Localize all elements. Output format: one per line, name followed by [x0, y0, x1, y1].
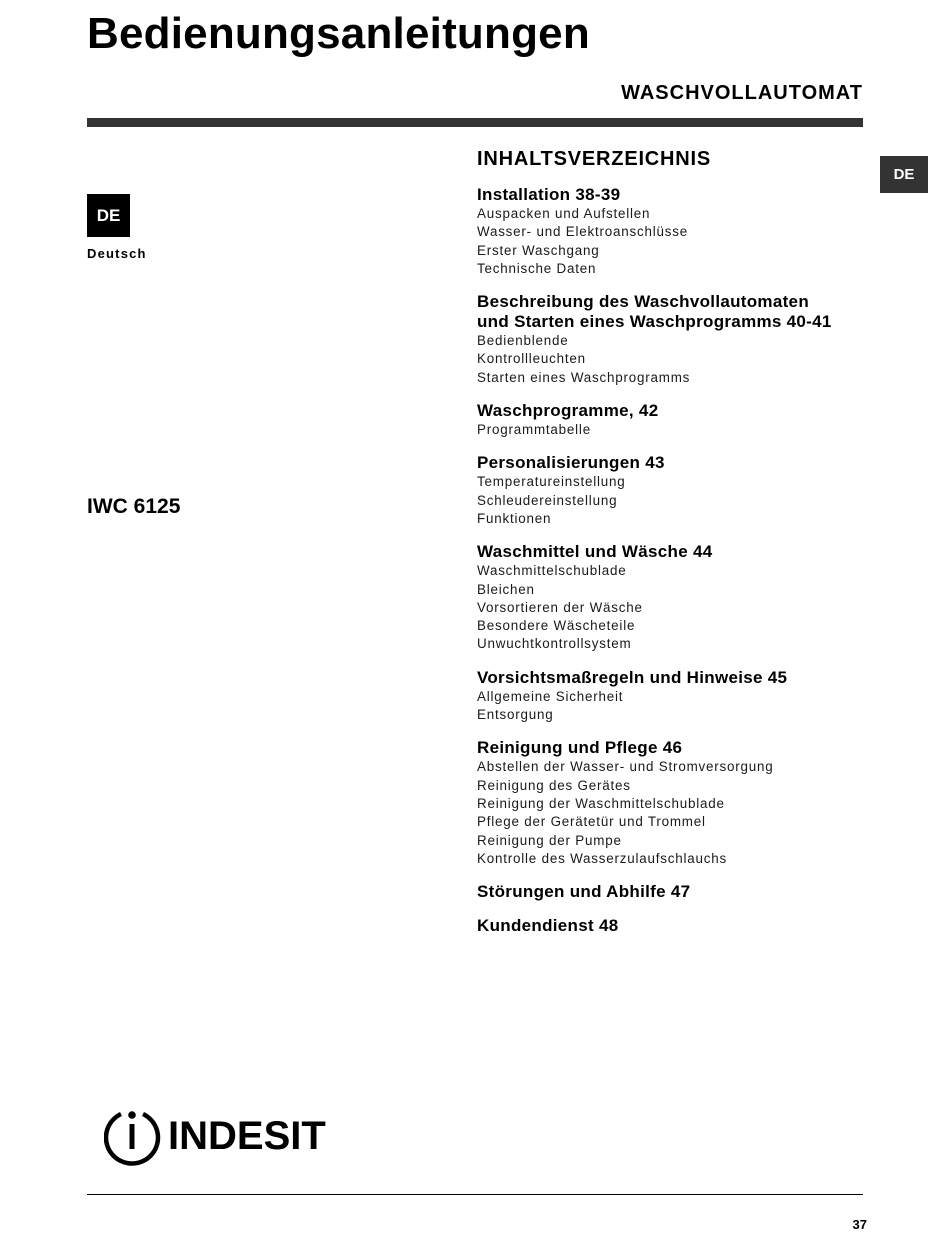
toc-item[interactable]: Erster Waschgang [477, 242, 600, 258]
toc-section-heading[interactable]: Waschprogramme, 42 [477, 401, 659, 421]
toc-item[interactable]: Technische Daten [477, 260, 597, 276]
toc-section-heading[interactable]: Reinigung und Pflege 46 [477, 738, 683, 758]
toc-item[interactable]: Allgemeine Sicherheit [477, 688, 624, 704]
toc-item[interactable]: Vorsortieren der Wäsche [477, 599, 643, 615]
toc-section-heading-continued[interactable]: und Starten eines Waschprogramms 40-41 [477, 312, 832, 332]
footer-divider [87, 1194, 863, 1195]
toc-section-reinigung [477, 738, 877, 868]
toc-item[interactable]: Kontrollleuchten [477, 351, 586, 367]
toc-section-waschprogramme [477, 401, 877, 439]
language-badge: DE [87, 194, 130, 237]
toc-section-kundendienst [477, 916, 877, 936]
model-number: IWC 6125 [87, 495, 181, 518]
language-name: Deutsch [87, 246, 147, 261]
toc-section-vorsichtsmassregeln [477, 668, 877, 725]
language-tab[interactable]: DE [880, 156, 928, 193]
toc-item[interactable]: Auspacken und Aufstellen [477, 206, 651, 221]
toc-section-installation [477, 185, 877, 278]
toc-section-waschmittel [477, 542, 877, 653]
toc-item[interactable]: Funktionen [477, 510, 552, 526]
toc-item[interactable]: Unwuchtkontrollsystem [477, 636, 632, 652]
page-title: Bedienungsanleitungen [87, 9, 590, 58]
toc-title: INHALTSVERZEICHNIS [477, 148, 712, 170]
toc-item[interactable]: Pflege der Gerätetür und Trommel [477, 814, 706, 830]
toc-section-heading[interactable]: Störungen und Abhilfe 47 [477, 882, 691, 902]
toc-section-heading[interactable]: Personalisierungen 43 [477, 453, 665, 473]
toc-item[interactable]: Starten eines Waschprogramms [477, 369, 691, 385]
header-divider [87, 118, 863, 127]
toc-item[interactable]: Entsorgung [477, 707, 554, 723]
toc-item[interactable]: Reinigung der Pumpe [477, 832, 622, 848]
toc-section-personalisierungen [477, 453, 877, 528]
toc-section-heading[interactable]: Waschmittel und Wäsche 44 [477, 542, 713, 562]
toc-item[interactable]: Abstellen der Wasser- und Stromversorgung [477, 759, 774, 775]
toc-section-heading[interactable]: Beschreibung des Waschvollautomaten [477, 292, 809, 312]
toc-item[interactable]: Schleudereinstellung [477, 492, 618, 508]
toc-section-stoerungen [477, 882, 877, 902]
toc-section-beschreibung [477, 292, 877, 387]
toc-item[interactable]: Wasser- und Elektroanschlüsse [477, 224, 688, 240]
toc-item[interactable]: Kontrolle des Wasserzulaufschlauchs [477, 850, 728, 866]
table-of-contents [477, 146, 877, 950]
toc-item[interactable]: Waschmittelschublade [477, 563, 627, 579]
toc-item[interactable]: Reinigung der Waschmittelschublade [477, 795, 725, 811]
page-number: 37 [852, 1217, 867, 1232]
product-type-heading: WASCHVOLLAUTOMAT [621, 82, 863, 104]
toc-item[interactable]: Programmtabelle [477, 422, 591, 438]
toc-item[interactable]: Temperatureinstellung [477, 474, 626, 490]
toc-section-heading[interactable]: Kundendienst 48 [477, 916, 619, 936]
toc-item[interactable]: Bedienblende [477, 333, 569, 349]
toc-item[interactable]: Bleichen [477, 581, 535, 597]
toc-item[interactable]: Reinigung des Gerätes [477, 777, 631, 793]
toc-item[interactable]: Besondere Wäscheteile [477, 618, 636, 634]
toc-section-heading[interactable]: Vorsichtsmaßregeln und Hinweise 45 [477, 667, 788, 687]
brand-wordmark: INDESIT [168, 1114, 326, 1158]
toc-section-heading[interactable]: Installation 38-39 [477, 185, 621, 204]
